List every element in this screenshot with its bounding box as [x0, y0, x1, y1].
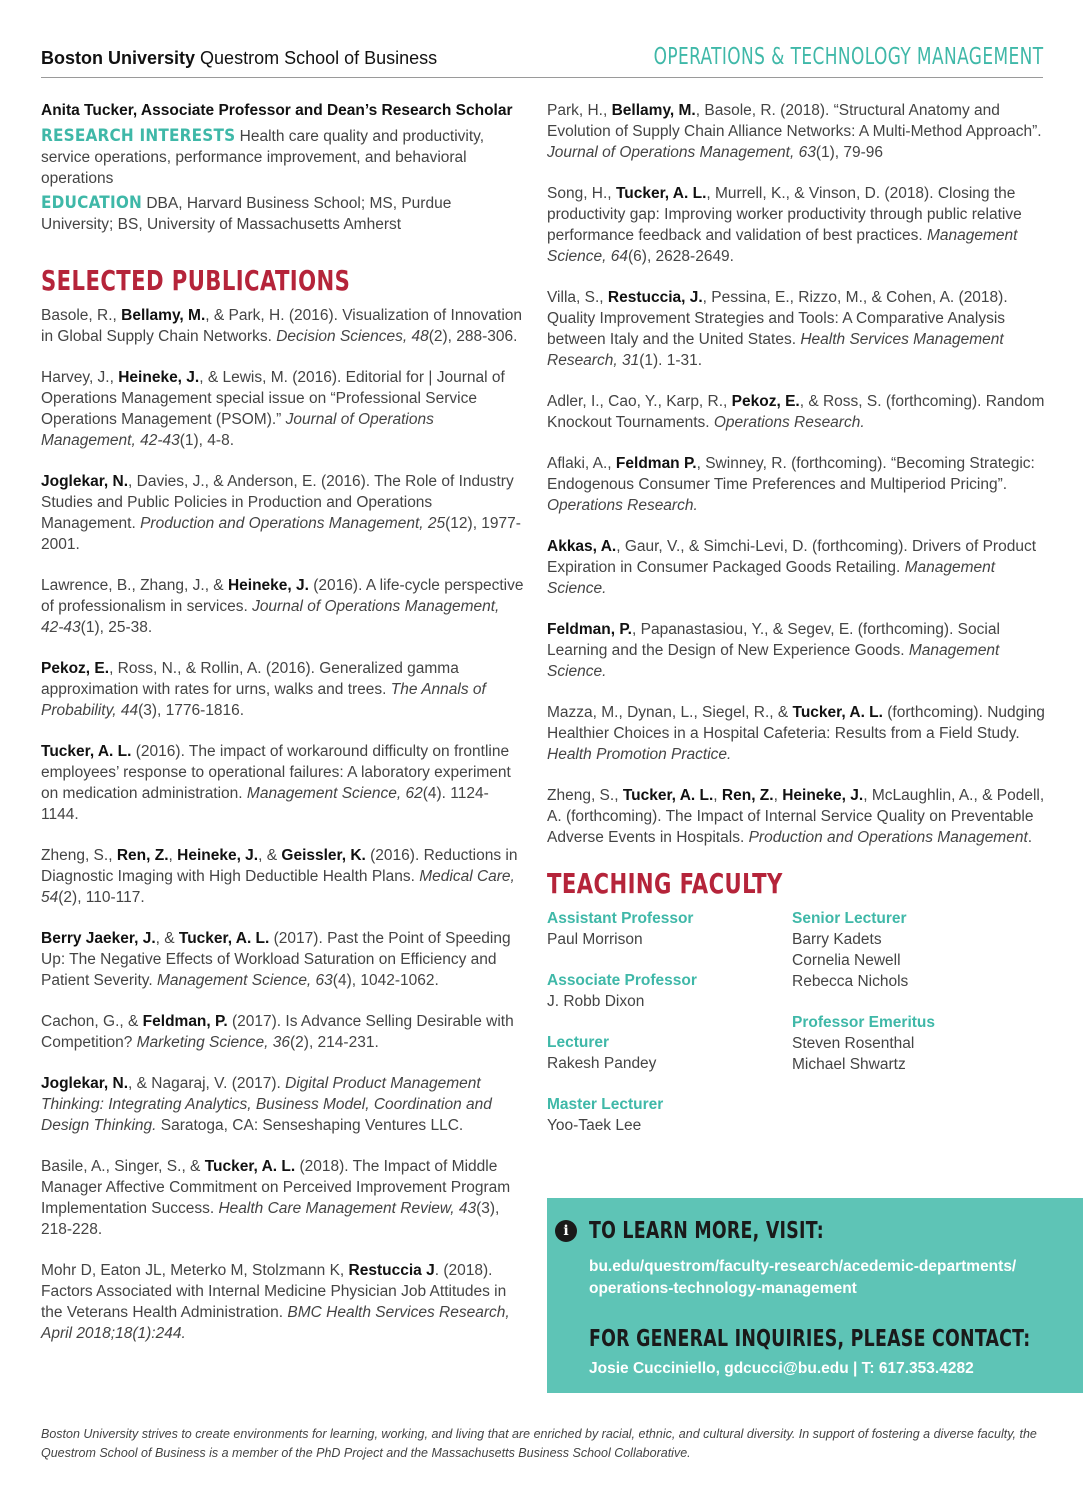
citation-text: (2018). The Impact of Middle Manager Affective Commitment on Perceived Improvement Program Implementation Success.: [41, 1158, 511, 1217]
publication-entry: [547, 702, 1047, 765]
publication-list-left: [41, 305, 526, 1344]
publication-entry: [41, 928, 526, 991]
publication-entry: [41, 1156, 526, 1240]
journal-name: Health Promotion Practice.: [547, 746, 732, 763]
faculty-group: [547, 908, 792, 950]
info-icon: i: [555, 1220, 577, 1242]
citation-text: (1), 4-8.: [179, 432, 234, 449]
faculty-rank: Lecturer: [547, 1034, 610, 1051]
citation-text: Harvey, J.,: [41, 369, 119, 386]
journal-name: Operations Research.: [713, 414, 865, 431]
publication-entry: [41, 741, 526, 825]
citation-text: , & Park, H. (2016). Visualization of Innovation in Global Supply Chain Networks.: [41, 307, 523, 345]
faculty-column-2: [792, 908, 1037, 1156]
citation-text: , Papanastasiou, Y., & Segev, E. (forthcoming). Social Learning and the Design of New Experience Goods.: [547, 621, 1000, 659]
publication-entry: [547, 100, 1047, 163]
department-title: OPERATIONS & TECHNOLOGY MANAGEMENT: [653, 44, 1043, 70]
citation-text: Basile, A., Singer, S., &: [41, 1158, 205, 1175]
citation-text: Song, H.,: [547, 185, 616, 202]
author-highlight: Pekoz, E.: [41, 660, 110, 677]
school-brand: [41, 48, 437, 69]
publication-entry: [547, 183, 1047, 267]
department-url-link[interactable]: bu.edu/questrom/faculty-research/acedemic-departments/ operations-technology-management: [589, 1258, 1017, 1297]
faculty-name: Cornelia Newell: [792, 952, 901, 969]
author-highlight: Bellamy, M.: [611, 102, 696, 119]
journal-name: Production and Operations Management, 25: [140, 515, 446, 532]
citation-text: , Swinney, R. (forthcoming). “Becoming Strategic: Endogenous Consumer Time Preferences and Multiperiod Pricing”.: [547, 455, 1035, 493]
faculty-name: Steven Rosenthal: [792, 1035, 915, 1052]
contact-panel: [547, 1198, 1083, 1393]
journal-name: Management Science, 62: [246, 785, 423, 802]
author-highlight: Ren, Z.: [721, 787, 774, 804]
citation-text: ,: [713, 787, 722, 804]
author-highlight: Restuccia, J.: [607, 289, 703, 306]
publication-entry: [41, 1073, 526, 1136]
publication-list-right: [547, 100, 1047, 848]
publications-heading: SELECTED PUBLICATIONS: [41, 264, 351, 297]
citation-text: , Ross, N., & Rollin, A. (2016). Generalized gamma approximation with rates for urns, walks and trees.: [41, 660, 459, 698]
faculty-name: Paul Morrison: [547, 931, 643, 948]
publication-entry: [41, 471, 526, 555]
author-highlight: Feldman, P.: [547, 621, 632, 638]
research-label: RESEARCH INTERESTS: [41, 126, 236, 146]
author-highlight: Restuccia J: [348, 1262, 435, 1279]
faculty-group: [547, 1094, 792, 1136]
citation-text: , Pessina, E., Rizzo, M., & Cohen, A. (2018). Quality Improvement Strategies and Tools: A Comparative Analysis between Italy and the United States.: [547, 289, 1008, 348]
author-highlight: Feldman, P.: [142, 1013, 228, 1030]
publication-entry: [41, 367, 526, 451]
teaching-heading: TEACHING FACULTY: [547, 867, 783, 900]
journal-name: Management Science.: [547, 642, 1000, 680]
author-highlight: Heineke, J.: [227, 577, 309, 594]
author-highlight: Joglekar, N.: [41, 1075, 129, 1092]
citation-text: Zheng, S.,: [547, 787, 623, 804]
learn-more-heading: TO LEARN MORE, VISIT:: [589, 1218, 825, 1244]
faculty-name: Rebecca Nichols: [792, 973, 909, 990]
publication-entry: [41, 658, 526, 721]
citation-text: (2017). Is Advance Selling Desirable with Competition?: [41, 1013, 514, 1051]
author-highlight: Akkas, A.: [547, 538, 617, 555]
page-header: [41, 42, 1043, 78]
right-column: [547, 100, 1047, 1156]
author-highlight: Heineke, J.: [177, 847, 259, 864]
journal-name: Digital Product Management Thinking: Integrating Analytics, Business Model, Coordination and Design Thinking.: [41, 1075, 492, 1134]
faculty-list: [547, 908, 1047, 1156]
learn-more-row: [555, 1218, 1083, 1244]
publication-entry: [41, 575, 526, 638]
author-highlight: Tucker, A. L.: [615, 185, 707, 202]
author-highlight: Geissler, K.: [281, 847, 366, 864]
research-interests: [41, 126, 526, 189]
journal-name: Management Science, 63: [157, 972, 333, 989]
faculty-rank: Master Lecturer: [547, 1096, 664, 1113]
citation-text: ,: [773, 787, 783, 804]
citation-text: (2016). The impact of workaround difficulty on frontline employees’ response to operational failures: A laboratory experiment on medication administration.: [41, 743, 511, 802]
faculty-group: [547, 1032, 792, 1074]
publication-entry: [547, 619, 1047, 682]
citation-text: Mazza, M., Dynan, L., Siegel, R., &: [547, 704, 793, 721]
citation-text: , &: [258, 847, 282, 864]
citation-text: (4), 1042-1062.: [332, 972, 439, 989]
faculty-group: [792, 1012, 1037, 1075]
author-highlight: Tucker, A. L.: [622, 787, 714, 804]
citation-text: Adler, I., Cao, Y., Karp, R.,: [547, 393, 732, 410]
publication-entry: [547, 453, 1047, 516]
author-highlight: Heineke, J.: [118, 369, 200, 386]
citation-text: (3), 1776-1816.: [138, 702, 245, 719]
journal-name: Journal of Operations Management, 63: [547, 144, 816, 161]
faculty-column-1: [547, 908, 792, 1156]
faculty-name: Rakesh Pandey: [547, 1055, 657, 1072]
author-highlight: Joglekar, N.: [41, 473, 129, 490]
journal-name: The Annals of Probability, 44: [41, 681, 486, 719]
author-highlight: Tucker, A. L.: [204, 1158, 296, 1175]
education-text: DBA, Harvard Business School; MS, Purdue University; BS, University of Massachusetts Amherst: [41, 195, 452, 233]
citation-text: (2), 214-231.: [290, 1034, 379, 1051]
citation-text: (2016). Reductions in Diagnostic Imaging with High Deductible Health Plans.: [41, 847, 518, 885]
citation-text: Villa, S.,: [547, 289, 608, 306]
journal-name: Journal of Operations Management, 42-43: [41, 411, 434, 449]
citation-text: (2016). A life-cycle perspective of professionalism in services.: [41, 577, 524, 615]
citation-text: (2017). Past the Point of Speeding Up: The Negative Effects of Workload Saturation on Efficiency and Patient Severity.: [41, 930, 511, 989]
faculty-group: [792, 908, 1037, 992]
journal-name: Management Science.: [547, 559, 996, 597]
publication-entry: [547, 391, 1047, 433]
publication-entry: [41, 1260, 526, 1344]
citation-text: Basole, R.,: [41, 307, 122, 324]
citation-text: (12), 1977-2001.: [41, 515, 521, 553]
author-highlight: Bellamy, M.: [121, 307, 206, 324]
journal-name: Operations Research.: [547, 497, 698, 514]
journal-name: Marketing Science, 36: [136, 1034, 290, 1051]
citation-text: Zheng, S.,: [41, 847, 117, 864]
citation-text: (1). 1-31.: [639, 352, 703, 369]
brand-university: Boston University: [41, 48, 196, 68]
education-label: EDUCATION: [41, 193, 143, 213]
publication-entry: [41, 1011, 526, 1053]
publication-entry: [547, 287, 1047, 371]
citation-text: Mohr D, Eaton JL, Meterko M, Stolzmann K,: [41, 1262, 349, 1279]
inquiries-heading: FOR GENERAL INQUIRIES, PLEASE CONTACT:: [589, 1326, 1031, 1352]
citation-text: Lawrence, B., Zhang, J., &: [41, 577, 228, 594]
author-highlight: Berry Jaeker, J.: [41, 930, 156, 947]
journal-name: Decision Sciences, 48: [276, 328, 429, 345]
chair-name: Anita Tucker, Associate Professor and Dean’s Research Scholar: [41, 102, 513, 119]
citation-text: , &: [155, 930, 179, 947]
citation-text: , Basole, R. (2018). “Structural Anatomy and Evolution of Supply Chain Alliance Networks: A Multi-Method Approach”.: [547, 102, 1042, 140]
author-highlight: Pekoz, E.: [731, 393, 800, 410]
citation-text: Aflaki, A.,: [547, 455, 616, 472]
citation-text: , & Nagaraj, V. (2017).: [128, 1075, 286, 1092]
faculty-name: Yoo-Taek Lee: [547, 1117, 642, 1134]
author-highlight: Heineke, J.: [782, 787, 864, 804]
journal-name: BMC Health Services Research, April 2018;18(1):244.: [41, 1304, 510, 1342]
citation-text: , & Ross, S. (forthcoming). Random Knockout Tournaments.: [547, 393, 1045, 431]
citation-text: Park, H.,: [547, 102, 612, 119]
citation-text: , McLaughlin, A., & Podell, A. (forthcoming). The Impact of Internal Service Quality on Preventable Adverse Events in Hospitals.: [547, 787, 1045, 846]
journal-name: Management Science, 64: [547, 227, 1018, 265]
faculty-rank: Assistant Professor: [547, 910, 694, 927]
citation-text: Cachon, G., &: [41, 1013, 143, 1030]
journal-name: Medical Care, 54: [41, 868, 515, 906]
citation-text: .: [1027, 829, 1033, 846]
citation-text: (forthcoming). Nudging Healthier Choices in a Hospital Cafeteria: Results from a Field Study.: [547, 704, 1045, 742]
contact-info[interactable]: Josie Cucciniello, gdcucci@bu.edu | T: 617.353.4282: [589, 1360, 974, 1377]
citation-text: , Davies, J., & Anderson, E. (2016). The Role of Industry Studies and Public Policies in Production and Operations Management.: [41, 473, 514, 532]
education: [41, 193, 526, 235]
author-highlight: Tucker, A. L.: [178, 930, 270, 947]
citation-text: (6), 2628-2649.: [628, 248, 734, 265]
author-highlight: Ren, Z.: [116, 847, 169, 864]
citation-text: Saratoga, CA: Senseshaping Ventures LLC.: [156, 1117, 464, 1134]
diversity-statement: Boston University strives to create environments for learning, working, and living that are enriched by racial, ethnic, and cultural diversity. In support of fostering a diverse faculty, the Questrom School of Business is a member of the PhD Project and the Massachusetts Business School Collaborative.: [41, 1427, 1037, 1460]
publication-entry: [547, 536, 1047, 599]
research-text: Health care quality and productivity, service operations, performance improvement, and behavioral operations: [41, 128, 485, 187]
left-column: [41, 100, 526, 1364]
citation-text: , Murrell, K., & Vinson, D. (2018). Closing the productivity gap: Improving worker productivity through public relative performance feedback and validation of best practices.: [547, 185, 1022, 244]
publication-entry: [41, 845, 526, 908]
faculty-name: Michael Shwartz: [792, 1056, 906, 1073]
journal-name: Journal of Operations Management, 42-43: [41, 598, 500, 636]
citation-text: (2), 110-117.: [58, 889, 145, 906]
author-highlight: Tucker, A. L.: [41, 743, 132, 760]
citation-text: (1), 79-96: [815, 144, 884, 161]
journal-name: Production and Operations Management: [748, 829, 1028, 846]
citation-text: (2), 288-306.: [428, 328, 518, 345]
faculty-name: Barry Kadets: [792, 931, 882, 948]
faculty-rank: Professor Emeritus: [792, 1014, 935, 1031]
citation-text: ,: [168, 847, 178, 864]
journal-name: Health Care Management Review, 43: [218, 1200, 477, 1217]
citation-text: (4). 1124-1144.: [41, 785, 489, 823]
citation-text: , & Lewis, M. (2016). Editorial for | Journal of Operations Management special issue on “Professional Service Operations Management (PSOM).”: [41, 369, 505, 428]
journal-name: Health Services Management Research, 31: [547, 331, 1004, 369]
publication-entry: [547, 785, 1047, 848]
faculty-rank: Senior Lecturer: [792, 910, 907, 927]
faculty-name: J. Robb Dixon: [547, 993, 645, 1010]
citation-text: (3), 218-228.: [41, 1200, 500, 1238]
citation-text: . (2018). Factors Associated with Internal Medicine Physician Job Attitudes in the Veterans Health Administration.: [41, 1262, 507, 1321]
faculty-rank: Associate Professor: [547, 972, 697, 989]
faculty-group: [547, 970, 792, 1012]
citation-text: (1), 25-38.: [80, 619, 153, 636]
citation-text: , Gaur, V., & Simchi-Levi, D. (forthcoming). Drivers of Product Expiration in Consumer Packaged Goods Retailing.: [547, 538, 1037, 576]
author-highlight: Feldman P.: [615, 455, 697, 472]
author-highlight: Tucker, A. L.: [792, 704, 883, 721]
brand-school: Questrom School of Business: [200, 48, 438, 68]
publication-entry: [41, 305, 526, 347]
